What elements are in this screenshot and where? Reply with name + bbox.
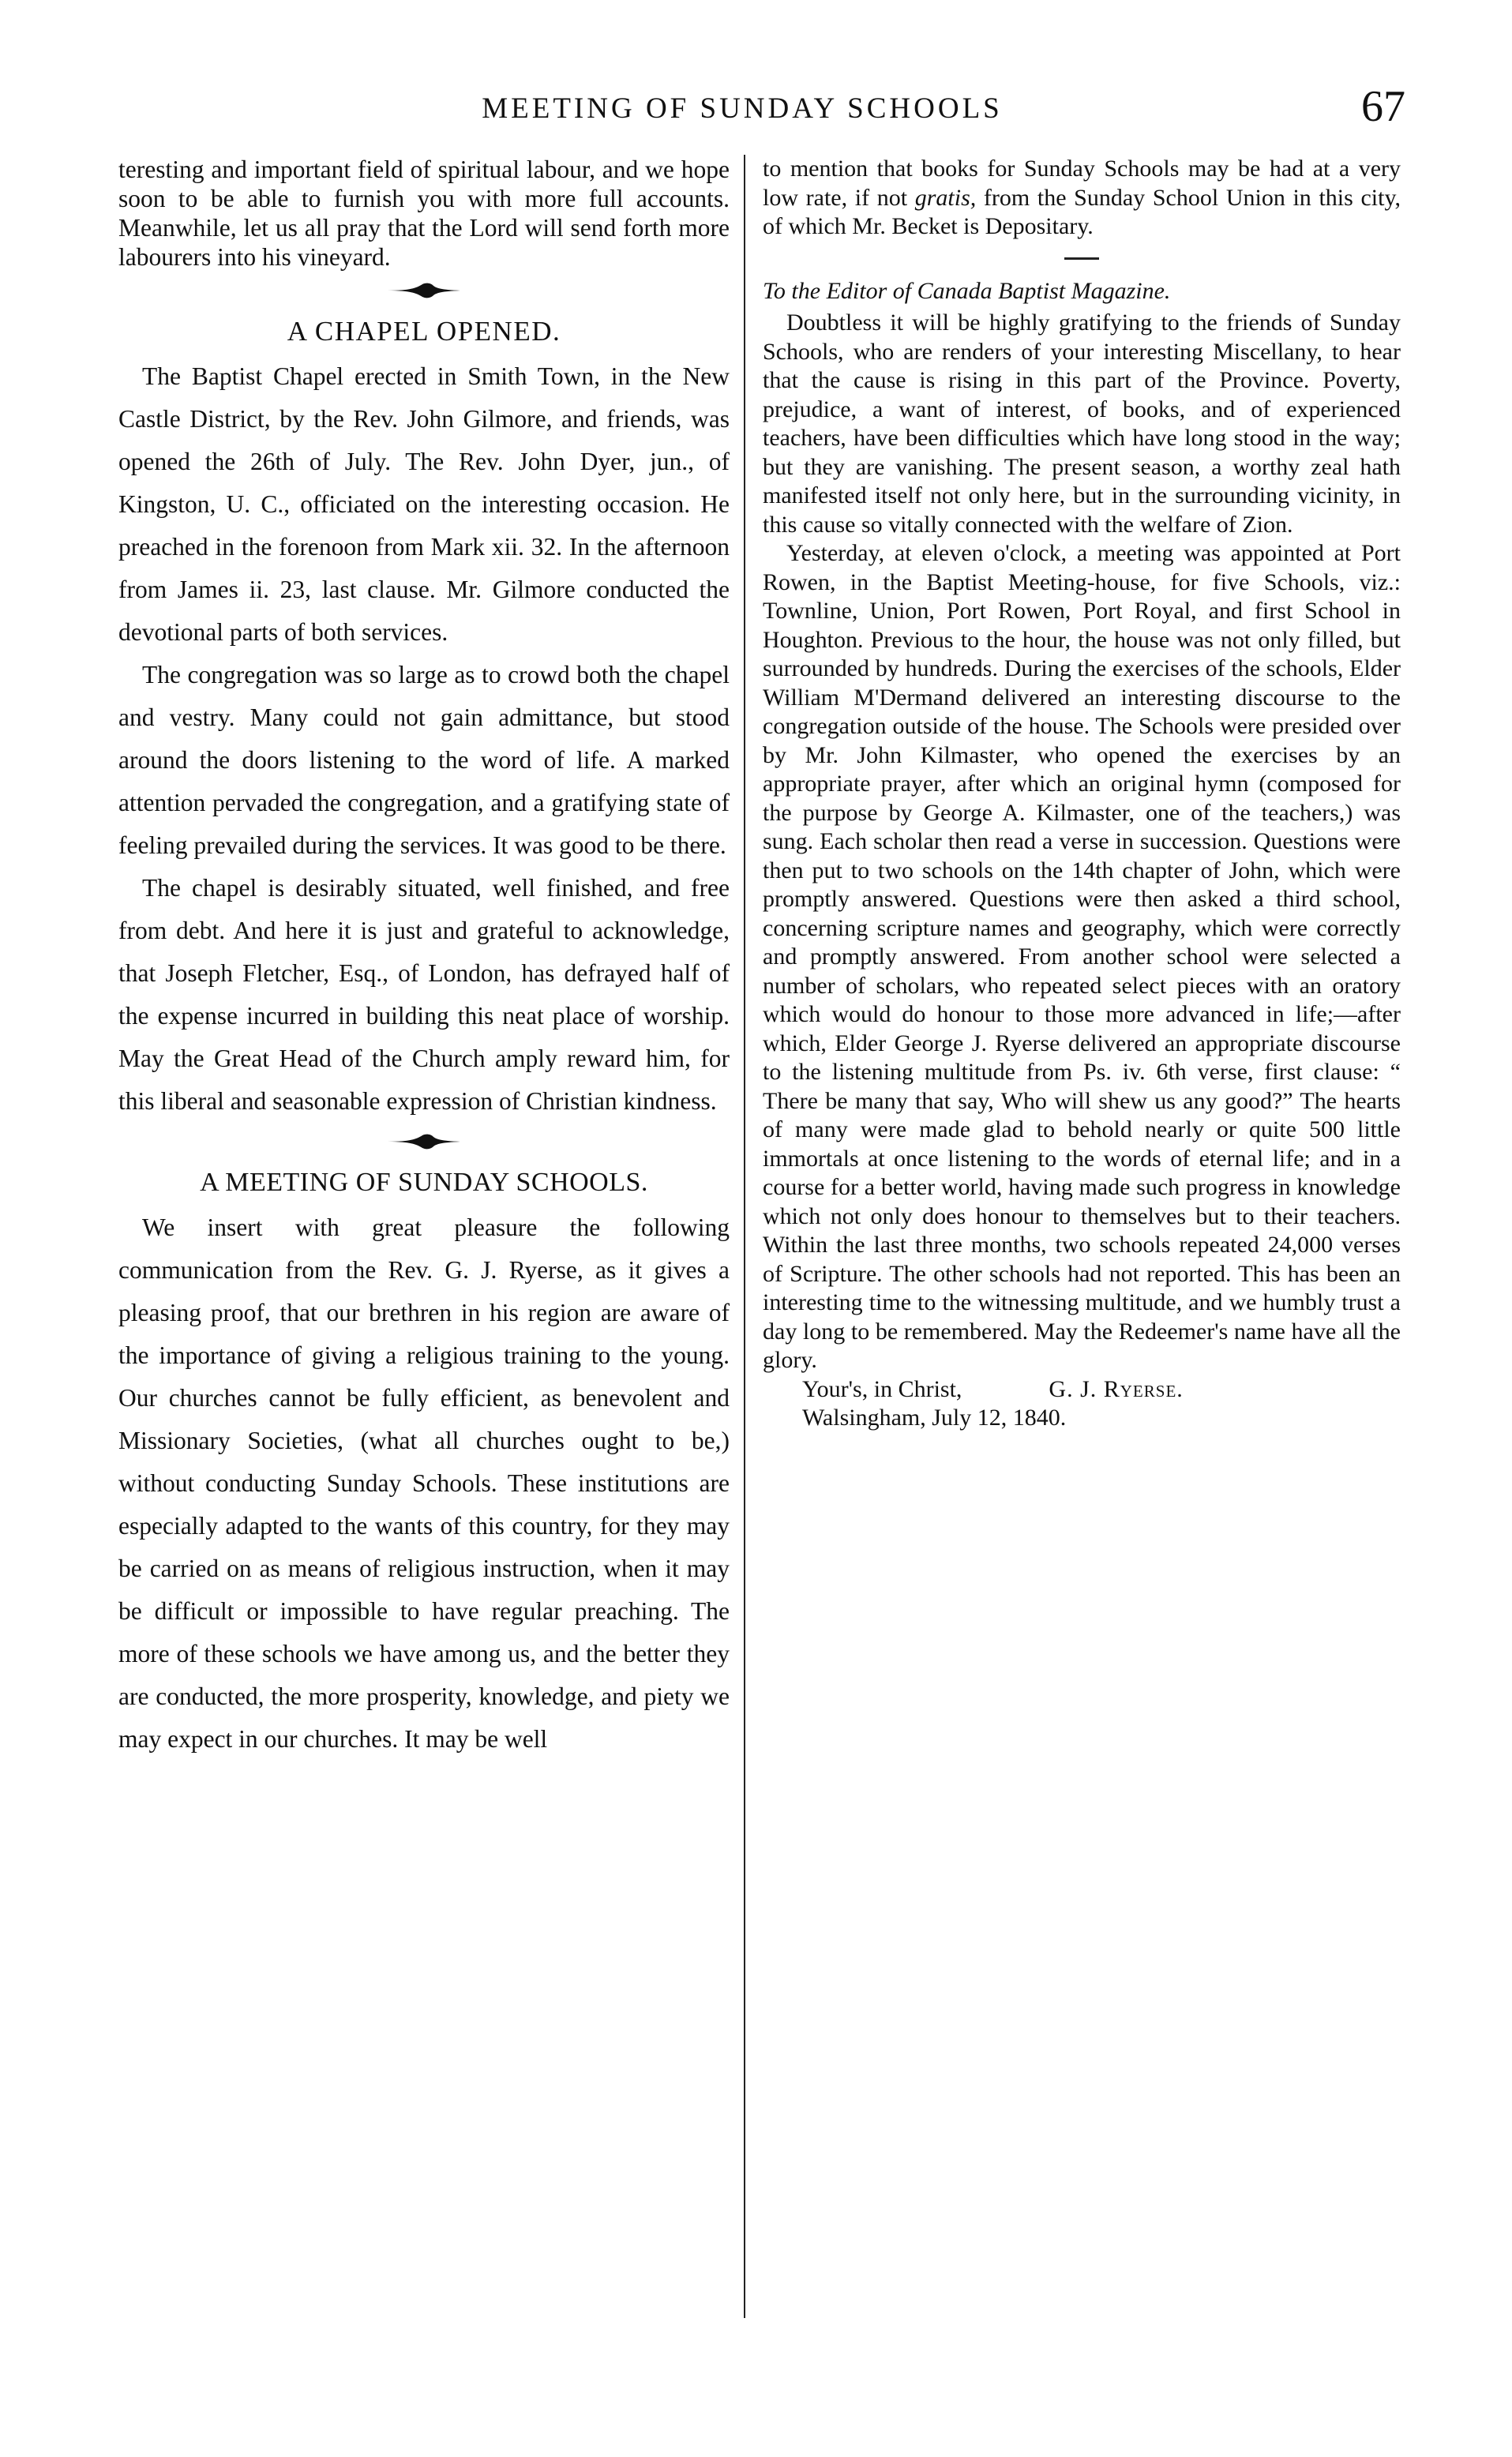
right-column [763, 155, 1401, 1433]
letter-signoff [763, 1375, 1401, 1405]
continuation-paragraph [763, 155, 1401, 242]
column-divider [744, 155, 745, 2318]
continuation-text-end: from the Sunday School Union in this city, of which Mr. Becket is Depositary. [763, 184, 1401, 239]
meeting-paragraph-1: We insert with great pleasure the following communication from the Rev. G. J. Ryerse, as it gives a pleasing proof, that our brethren in his region are aware of the importance of giving a religious training to the young. Our churches cannot be fully efficient, as benevolent and Missionary Societies, (what all churches ought to be,) without conducting Sunday Schools. These institutions are especially adapted to the wants of this country, for they may be carried on as means of religious instruction, when it may be difficult or impossible to have regular preaching. The more of these schools we have among us, and the better they are conducted, the more prosperity, knowledge, and piety we may expect in our churches. It may be well [118, 1213, 730, 1753]
running-title: MEETING OF SUNDAY SCHOOLS [482, 92, 1003, 125]
running-head [0, 82, 1512, 141]
intro-paragraph: teresting and important field of spiritual labour, and we hope soon to be able to furnish you with more full accounts. Meanwhile, let us all pray that the Lord will send forth more labourers into his vineyard. [118, 156, 730, 271]
section-dash [1064, 257, 1099, 260]
signoff-name: G. J. Ryerse. [1049, 1375, 1184, 1402]
continuation-italic-word: gratis, [914, 184, 977, 211]
signoff-closing: Your's, in Christ, [802, 1375, 962, 1402]
chapel-paragraph-1: The Baptist Chapel erected in Smith Town, in the New Castle District, by the Rev. John Gilmore, and friends, was opened the 26th of July. The Rev. John Dyer, jun., of Kingston, U. C., officiated on the interesting occasion. He preached in the forenoon from Mark xii. 32. In the afternoon from James ii. 23, last clause. Mr. Gilmore conducted the devotional parts of both services. [118, 362, 730, 646]
ornament-divider-icon [386, 281, 462, 300]
chapel-paragraph-2: The congregation was so large as to crowd both the chapel and vestry. Many could not gain admittance, but stood around the doors listening to the word of life. A marked attention pervaded the congregation, and a gratifying state of feeling prevailed during the services. It was good to be there. [118, 661, 730, 859]
left-column [118, 155, 730, 1761]
letter-paragraph-2: Yesterday, at eleven o'clock, a meeting was appointed at Port Rowen, in the Baptist Meeting-house, for five Schools, viz.: Townline, Union, Port Rowen, Port Royal, and first School in Houghton. Previous to the hour, the house was not only filled, but surrounded by hundreds. During the exercises of the schools, Elder William M'Dermand delivered an interesting discourse to the congregation outside of the house. The Schools were presided over by Mr. John Kilmaster, who opened the exercises by an appropriate prayer, after which an original hymn (composed for the purpose by George A. Kilmaster, one of the teachers,) was sung. Each scholar then read a verse in succession. Questions were then put to two schools on the 14th chapter of John, which were promptly answered. Questions were then asked a third school, concerning scripture names and geography, which were correctly and promptly answered. From another school were selected a number of scholars, who repeated select pieces with an oratory which would do honour to those more advanced in life;—after which, Elder George J. Ryerse delivered an appropriate discourse to the listening multitude from Ps. iv. 6th verse, first clause: “ There be many that say, Who will shew us any good?” The hearts of many were made glad to behold nearly or quite 500 little immortals at once listening to the words of eternal life; and in a course for a better world, having made such progress in knowledge which not only does honour to themselves but to their teachers. Within the last three months, two schools repeated 24,000 verses of Scripture. The other schools had not reported. This has been an interesting time to the witnessing multitude, and we humbly trust a day long to be remembered. May the Redeemer's name have all the glory. [763, 540, 1401, 1373]
letter-paragraph-1: Doubtless it will be highly gratifying to the friends of Sunday Schools, who are renders of your interesting Miscellany, to hear that the cause is rising in this part of the Province. Poverty, prejudice, a want of interest, of books, and of experienced teachers, have been difficulties which have long stood in the way; but they are vanishing. The present season, a worthy zeal hath manifested itself not only here, but in the surrounding vicinity, in this cause so vitally connected with the welfare of Zion. [763, 309, 1401, 538]
chapel-paragraph-3: The chapel is desirably situated, well finished, and free from debt. And here it is just and grateful to acknowledge, that Joseph Fletcher, Esq., of London, has defrayed half of the expense incurred in building this neat place of worship. May the Great Head of the Church amply reward him, for this liberal and seasonable expression of Christian kindness. [118, 874, 730, 1115]
heading-chapel-opened: A CHAPEL OPENED. [287, 316, 561, 347]
ornament-divider-icon [386, 1132, 462, 1151]
signoff-place-date: Walsingham, July 12, 1840. [802, 1405, 1067, 1431]
page-number: 67 [1361, 82, 1405, 131]
letter-address: To the Editor of Canada Baptist Magazine. [763, 277, 1171, 304]
continuation-text-start: to mention that books for Sunday Schools may be had at a very low rate, if not [763, 156, 1401, 211]
heading-meeting-of-sunday-schools: A MEETING OF SUNDAY SCHOOLS. [200, 1168, 648, 1197]
